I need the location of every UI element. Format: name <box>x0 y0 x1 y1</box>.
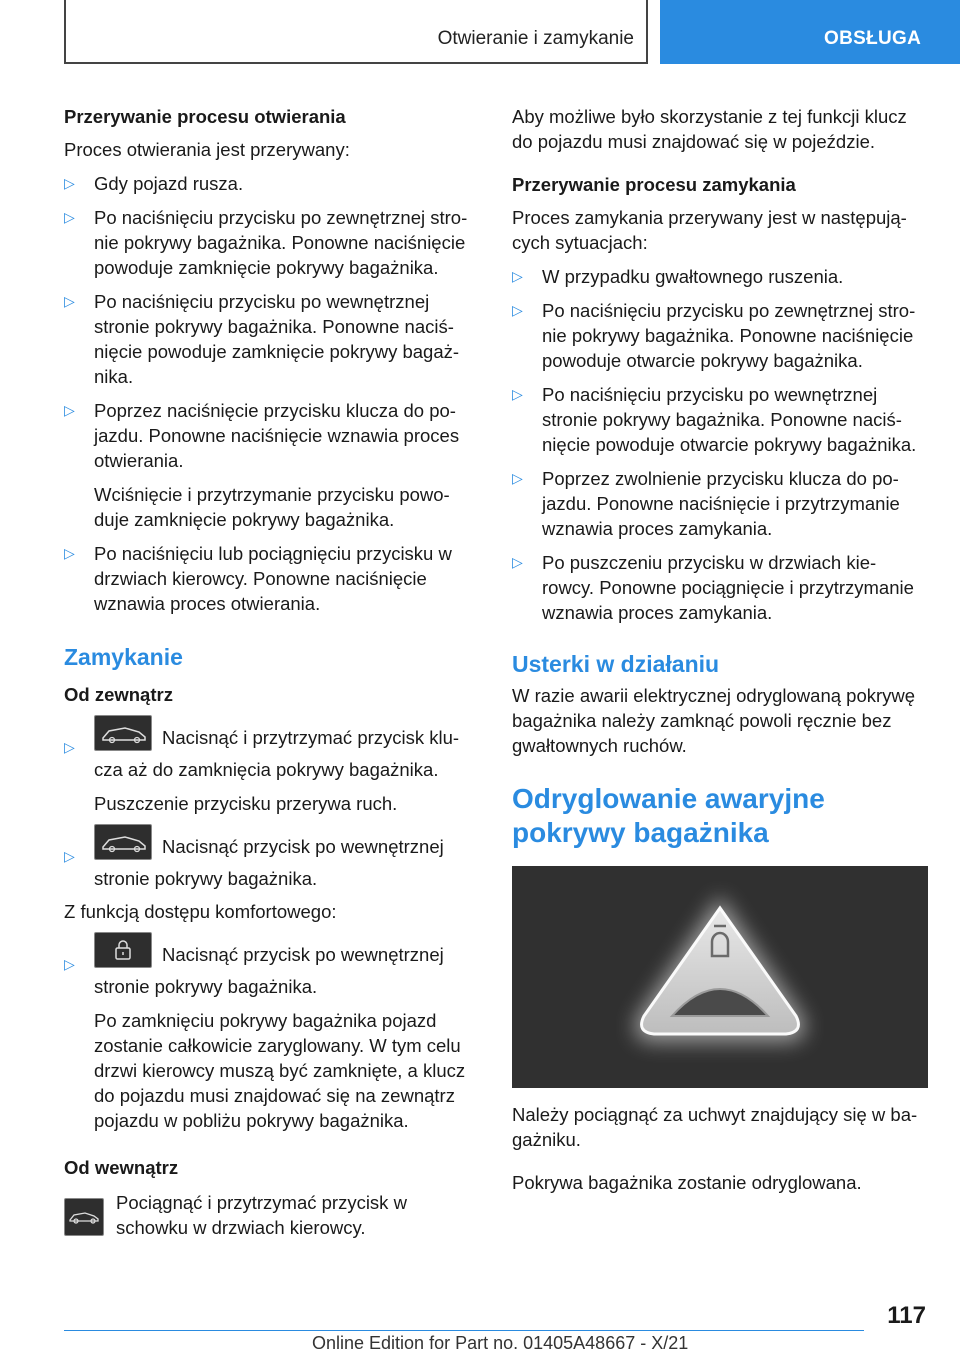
list-item: ▷ W przypadku gwałtownego ruszenia. <box>512 266 844 287</box>
footer-divider <box>64 1330 864 1331</box>
subheading-closing-interrupt: Przerywanie procesu zamykania <box>512 174 796 195</box>
bullet-triangle-icon: ▷ <box>64 739 75 755</box>
bullet-list <box>512 264 930 625</box>
chapter-title: Otwieranie i zamykanie <box>437 28 634 49</box>
bullet-triangle-icon: ▷ <box>64 848 75 864</box>
inner-button-row <box>64 1190 482 1240</box>
bullet-triangle-icon: ▷ <box>64 209 75 225</box>
section-heading-closing: Zamykanie <box>64 644 183 670</box>
list-item: ▷ Nacisnąć i przytrzymać przycisk klu- cza aż do zamknięcia pokrywy bagażnika. Puszczenie przycisku przerywa ruch. <box>64 721 482 816</box>
paragraph: W razie awarii elektrycznej odryglowaną pokrywę bagażnika należy zamknąć powoli ręcznie bez gwałtownych ruchów. <box>512 685 916 756</box>
list-item-continuation: Puszczenie przycisku przerywa ruch. <box>94 793 398 814</box>
section-tab-label: OBSŁUGA <box>824 28 922 49</box>
bullet-triangle-icon: ▷ <box>512 470 523 486</box>
bullet-triangle-icon: ▷ <box>512 268 523 284</box>
bullet-list <box>64 721 482 891</box>
bullet-triangle-icon: ▷ <box>64 402 75 418</box>
list-item: ▷ Nacisnąć przycisk po wewnętrznej stronie pokrywy bagażnika. Po zamknięciu pokrywy bagażnika pojazd zostanie całkowicie zaryglowany. W tym celu drzwi kierowcy muszą być zamknięte, a klucz do pojazdu musi znajdować się na zewnątrz pojazdu w pobliżu pokrywy bagażnika. <box>64 938 482 1133</box>
car-trunk-button-icon <box>94 715 152 751</box>
paragraph: Z funkcją dostępu komfortowego: <box>64 901 337 922</box>
list-item: ▷ Po naciśnięciu przycisku po zewnętrznej stro- nie pokrywy bagażnika. Ponowne naciśnięcie powoduje otwarcie pokrywy bagażnika. <box>512 300 916 371</box>
bullet-triangle-icon: ▷ <box>64 545 75 561</box>
list-item: ▷ Gdy pojazd rusza. <box>64 173 244 194</box>
section-heading-emergency-unlock: Odryglowanie awaryjne pokrywy bagażnika <box>512 783 825 848</box>
list-item: ▷ Po naciśnięciu przycisku po wewnętrznej stronie pokrywy bagażnika. Ponowne naciś- nięcie powoduje otwarcie pokrywy bagażnika. <box>512 384 917 455</box>
paragraph: Należy pociągnąć za uchwyt znajdujący się w ba- gażniku. <box>512 1104 918 1150</box>
list-item: ▷ Poprzez naciśnięcie przycisku klucza do po- jazdu. Ponowne naciśnięcie wznawia proces otwierania. Wciśnięcie i przytrzymanie przycisku powo- duje zamknięcie pokrywy bagażnika. <box>64 398 482 532</box>
page-number: 117 <box>887 1302 926 1329</box>
list-item: ▷ Po naciśnięciu lub pociągnięciu przycisku w drzwiach kierowcy. Ponowne naciśnięcie wznawia proces otwierania. <box>64 543 452 614</box>
list-item: ▷ Po naciśnięciu przycisku po zewnętrznej stro- nie pokrywy bagażnika. Ponowne naciśnięcie powoduje zamknięcie pokrywy bagażnika. <box>64 207 468 278</box>
lock-button-icon <box>94 932 152 968</box>
header-frame <box>64 0 648 64</box>
bullet-triangle-icon: ▷ <box>64 175 75 191</box>
list-item-continuation: Po zamknięciu pokrywy bagażnika pojazd zostanie całkowicie zaryglowany. W tym celu drzwi kierowcy muszą być zamknięte, a klucz do pojazdu musi znajdować się na zewnątrz pojazdu w pobliżu pokrywy bagażnika. <box>94 1010 466 1131</box>
subheading-from-outside: Od zewnątrz <box>64 684 173 705</box>
paragraph: Pokrywa bagażnika zostanie odryglowana. <box>512 1172 862 1193</box>
bullet-list <box>64 938 482 1133</box>
paragraph: Proces zamykania przerywany jest w następują- cych sytuacjach: <box>512 207 907 253</box>
right-column <box>512 104 930 1195</box>
emergency-release-handle-photo <box>512 866 928 1088</box>
footer-edition: Online Edition for Part no. 01405A48667 - X/21 <box>312 1333 689 1353</box>
car-trunk-button-icon <box>64 1198 104 1236</box>
section-heading-malfunction: Usterki w działaniu <box>512 651 720 677</box>
subheading-opening-interrupt: Przerywanie procesu otwierania <box>64 106 346 127</box>
paragraph: Pociągnąć i przytrzymać przycisk w schowku w drzwiach kierowcy. <box>116 1192 407 1238</box>
paragraph: Proces otwierania jest przerywany: <box>64 139 350 160</box>
left-column <box>64 104 482 1240</box>
bullet-triangle-icon: ▷ <box>64 293 75 309</box>
car-trunk-button-icon <box>94 824 152 860</box>
bullet-triangle-icon: ▷ <box>512 554 523 570</box>
section-tab <box>660 0 960 64</box>
list-item: ▷ Poprzez zwolnienie przycisku klucza do po- jazdu. Ponowne naciśnięcie i przytrzymanie wznawia proces zamykania. <box>512 468 900 539</box>
list-item: ▷ Nacisnąć przycisk po wewnętrznej stronie pokrywy bagażnika. <box>64 830 482 891</box>
list-item: ▷ Po naciśnięciu przycisku po wewnętrznej stronie pokrywy bagażnika. Ponowne naciś- nięcie powoduje zamknięcie pokrywy bagaż- nika. <box>64 291 460 387</box>
list-item: ▷ Po puszczeniu przycisku w drzwiach kie- rowcy. Ponowne pociągnięcie i przytrzymanie wznawia proces zamykania. <box>512 552 914 623</box>
bullet-triangle-icon: ▷ <box>512 386 523 402</box>
subheading-from-inside: Od wewnątrz <box>64 1157 179 1178</box>
paragraph: Aby możliwe było skorzystanie z tej funkcji klucz do pojazdu musi znajdować się w pojeździe. <box>512 106 907 152</box>
bullet-list <box>64 171 482 616</box>
bullet-triangle-icon: ▷ <box>512 302 523 318</box>
list-item-continuation: Wciśnięcie i przytrzymanie przycisku powo- duje zamknięcie pokrywy bagażnika. <box>94 484 450 530</box>
bullet-triangle-icon: ▷ <box>64 956 75 972</box>
